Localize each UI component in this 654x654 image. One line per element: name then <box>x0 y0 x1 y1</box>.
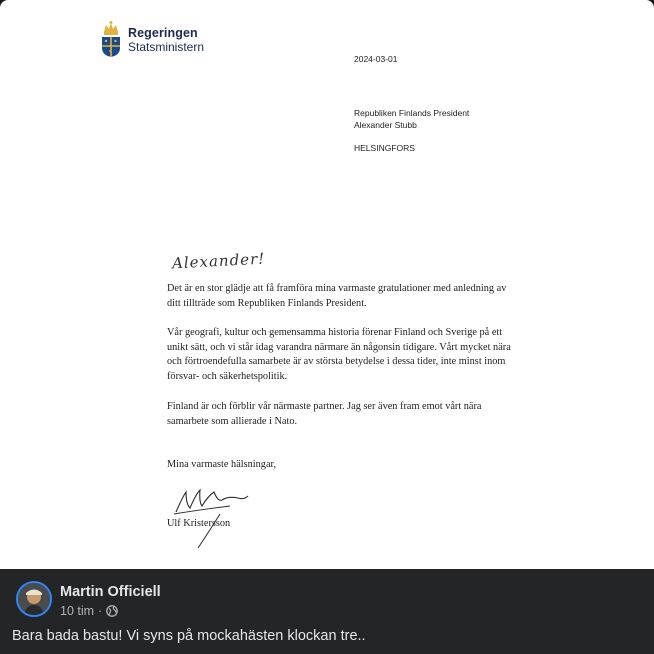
post-text: Bara bada bastu! Vi syns på mockahästen klockan tre.. <box>12 628 366 644</box>
handwritten-greeting: Alexander! <box>171 249 266 273</box>
author-name[interactable]: Martin Officiell <box>60 584 161 600</box>
recipient-name: Alexander Stubb <box>354 120 417 130</box>
globe-icon[interactable] <box>106 605 118 617</box>
post-time[interactable]: 10 tim <box>60 604 95 618</box>
recipient-city: HELSINGFORS <box>354 143 415 153</box>
meta-separator: · <box>98 604 103 618</box>
recipient-title: Republiken Finlands President <box>354 108 470 118</box>
post-meta <box>60 604 118 618</box>
letter-paragraph: Vår geografi, kultur och gemensamma historia förenar Finland och Sverige på ett unikt sätt, och vi står idag varandra närmare än någonsin tidigare. Vårt mycket nära och förtroendefulla samarbete är av största betydelse i dessa tider, inte minst inom försvar- och säkerhetspolitik. <box>167 327 511 382</box>
post-footer <box>0 569 654 654</box>
letter-paragraph: Finland är och förblir vår närmaste partner. Jag ser även fram emot vårt nära samarbete som allierade i Nato. <box>167 401 482 427</box>
handwritten-signature <box>168 484 258 550</box>
signer-name: Ulf Kristersson <box>167 518 231 529</box>
crown-emblem-icon <box>100 20 122 58</box>
org-name: Regeringen <box>128 26 198 40</box>
letter-closing: Mina varmaste hälsningar, <box>167 459 277 470</box>
org-subtitle: Statsministern <box>128 40 205 54</box>
avatar[interactable] <box>16 581 52 617</box>
letter-paragraph: Det är en stor glädje att få framföra mina varmaste gratulationer med anledning av ditt tillträde som Republiken Finlands President. <box>167 283 507 309</box>
letter-date: 2024-03-01 <box>354 54 398 64</box>
